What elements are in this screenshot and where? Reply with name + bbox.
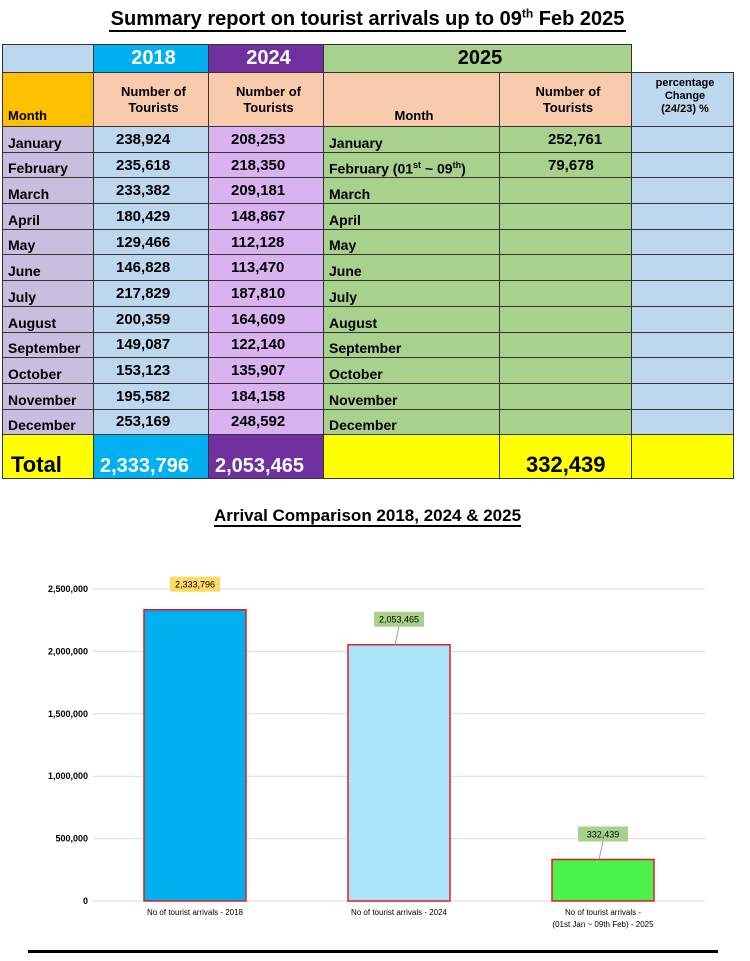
value-2018-cell: 238,924 — [94, 127, 209, 153]
y-tick-label: 1,500,000 — [47, 708, 88, 719]
value-2024-cell: 122,140 — [209, 332, 324, 358]
y-tick-label: 1,000,000 — [47, 771, 88, 782]
value-2018-cell: 153,123 — [94, 358, 209, 384]
month-cell: September — [3, 332, 94, 358]
value-2018-cell: 146,828 — [94, 255, 209, 281]
tourists-header-line2: Tourists — [128, 99, 179, 115]
percentage-change-cell — [632, 152, 734, 178]
table-row — [3, 306, 734, 332]
value-2018-cell: 195,582 — [94, 383, 209, 409]
chart-title-text: Arrival Comparison 2018, 2024 & 2025 — [213, 506, 522, 525]
value-2025-cell — [500, 383, 632, 409]
percentage-change-cell — [632, 383, 734, 409]
table-row — [3, 127, 734, 153]
month-2025-cell: April — [324, 204, 500, 230]
value-2024-cell: 184,158 — [209, 383, 324, 409]
percentage-change-cell — [632, 409, 734, 435]
value-2025-cell — [500, 306, 632, 332]
value-2024-cell: 113,470 — [209, 255, 324, 281]
table-row — [3, 281, 734, 307]
bar — [348, 645, 450, 901]
tourists-2024-header — [209, 73, 324, 127]
value-2018-cell: 180,429 — [94, 204, 209, 230]
month-cell: July — [3, 281, 94, 307]
value-2024-cell: 112,128 — [209, 229, 324, 255]
month-cell: August — [3, 306, 94, 332]
percentage-change-cell — [632, 281, 734, 307]
month-cell: May — [3, 229, 94, 255]
percentage-change-cell — [632, 127, 734, 153]
x-tick-label: No of tourist arrivals - 2018 — [146, 908, 244, 917]
value-2018-cell: 200,359 — [94, 306, 209, 332]
chart-title — [0, 506, 735, 526]
data-label: 2,333,796 — [174, 579, 216, 590]
x-tick-label: No of tourist arrivals - — [564, 908, 642, 917]
month-cell: December — [3, 409, 94, 435]
month-2025-text: February (01 — [329, 160, 414, 177]
total-2024: 2,053,465 — [209, 435, 324, 479]
value-2018-cell: 235,618 — [94, 152, 209, 178]
percentage-change-cell — [632, 229, 734, 255]
x-tick-label: No of tourist arrivals - 2024 — [350, 908, 448, 917]
value-2024-cell: 135,907 — [209, 358, 324, 384]
tourists-2018-header — [94, 73, 209, 127]
y-tick-label: 2,500,000 — [47, 584, 88, 594]
month-2025-superscript: th — [452, 159, 462, 170]
bottom-rule — [28, 950, 718, 953]
report-title — [0, 6, 735, 31]
tourists-header-line2: Tourists — [243, 99, 294, 115]
value-2024-cell: 187,810 — [209, 281, 324, 307]
year-header-empty — [632, 45, 734, 73]
percentage-change-cell — [632, 332, 734, 358]
year-header-row — [3, 45, 734, 73]
table-row — [3, 332, 734, 358]
y-tick-label: 0 — [82, 896, 88, 906]
month-cell: November — [3, 383, 94, 409]
value-2025-cell — [500, 178, 632, 204]
summary-table — [2, 44, 734, 479]
value-2024-cell: 209,181 — [209, 178, 324, 204]
value-2025-cell — [500, 255, 632, 281]
pct-header-line2: Change — [664, 90, 706, 102]
table-row — [3, 152, 734, 178]
year-2024-header: 2024 — [209, 45, 324, 73]
percentage-change-cell — [632, 178, 734, 204]
month-cell: April — [3, 204, 94, 230]
percentage-change-cell — [632, 306, 734, 332]
month-cell: March — [3, 178, 94, 204]
month-2025-cell: June — [324, 255, 500, 281]
month-2025-cell: November — [324, 383, 500, 409]
year-header-blank — [3, 45, 94, 73]
bar — [552, 860, 654, 901]
table-row — [3, 204, 734, 230]
month-column-header: Month — [3, 73, 94, 127]
month-2025-cell: December — [324, 409, 500, 435]
month-2025-cell: July — [324, 281, 500, 307]
total-row — [3, 435, 734, 479]
value-2024-cell: 248,592 — [209, 409, 324, 435]
value-2025-cell: 79,678 — [500, 152, 632, 178]
value-2018-cell: 233,382 — [94, 178, 209, 204]
value-2025-cell — [500, 409, 632, 435]
tourists-2025-header — [500, 73, 632, 127]
year-2025-header: 2025 — [324, 45, 632, 73]
percentage-change-cell — [632, 204, 734, 230]
table-row — [3, 383, 734, 409]
data-label-leader — [395, 627, 399, 645]
table-row — [3, 358, 734, 384]
title-superscript: th — [521, 6, 534, 20]
month-2025-column-header: Month — [324, 73, 500, 127]
title-prefix: Summary report on tourist arrivals up to 09 — [110, 7, 522, 30]
percentage-change-header — [632, 73, 734, 127]
bar — [144, 610, 246, 901]
value-2018-cell: 129,466 — [94, 229, 209, 255]
total-2025: 332,439 — [500, 435, 632, 479]
value-2025-cell: 252,761 — [500, 127, 632, 153]
total-2018: 2,333,796 — [94, 435, 209, 479]
total-label: Total — [3, 435, 94, 479]
total-month-blank — [324, 435, 500, 479]
data-label: 2,053,465 — [378, 614, 420, 625]
month-2025-cell: October — [324, 358, 500, 384]
tourists-header-line1: Number of — [535, 83, 601, 99]
arrival-bar-chart — [0, 560, 740, 945]
table-row — [3, 178, 734, 204]
tourists-header-line2: Tourists — [542, 99, 594, 115]
data-label-leader — [599, 842, 603, 860]
data-label: 332,439 — [586, 829, 620, 840]
month-2025-cell: September — [324, 332, 500, 358]
value-2024-cell: 164,609 — [209, 306, 324, 332]
value-2018-cell: 149,087 — [94, 332, 209, 358]
month-2025-cell: May — [324, 229, 500, 255]
month-2025-superscript: st — [413, 159, 422, 170]
year-2018-header: 2018 — [94, 45, 209, 73]
month-2025-cell: January — [324, 127, 500, 153]
y-tick-label: 500,000 — [55, 833, 88, 844]
month-2025-cell: March — [324, 178, 500, 204]
tourists-header-line1: Number of — [236, 83, 301, 99]
table-row — [3, 255, 734, 281]
table-row — [3, 409, 734, 435]
value-2018-cell: 253,169 — [94, 409, 209, 435]
value-2025-cell — [500, 281, 632, 307]
month-2025-text: ~ 09 — [421, 160, 453, 177]
month-cell: February — [3, 152, 94, 178]
month-2025-cell — [324, 152, 500, 178]
value-2024-cell: 208,253 — [209, 127, 324, 153]
pct-header-line1: percentage — [655, 77, 715, 89]
value-2018-cell: 217,829 — [94, 281, 209, 307]
month-cell: January — [3, 127, 94, 153]
value-2025-cell — [500, 229, 632, 255]
value-2024-cell: 218,350 — [209, 152, 324, 178]
value-2024-cell: 148,867 — [209, 204, 324, 230]
month-cell: June — [3, 255, 94, 281]
x-tick-label: (01st Jan ~ 09th Feb) - 2025 — [552, 920, 654, 929]
tourists-header-line1: Number of — [121, 83, 186, 99]
month-cell: October — [3, 358, 94, 384]
total-pct-blank — [632, 435, 734, 479]
value-2025-cell — [500, 358, 632, 384]
pct-header-line3: (24/23) % — [661, 103, 709, 115]
title-suffix: Feb 2025 — [533, 7, 625, 30]
value-2025-cell — [500, 332, 632, 358]
month-2025-cell: August — [324, 306, 500, 332]
percentage-change-cell — [632, 255, 734, 281]
month-2025-text: ) — [461, 160, 466, 177]
value-2025-cell — [500, 204, 632, 230]
column-header-row — [3, 73, 734, 127]
table-row — [3, 229, 734, 255]
y-tick-label: 2,000,000 — [47, 646, 88, 657]
percentage-change-cell — [632, 358, 734, 384]
